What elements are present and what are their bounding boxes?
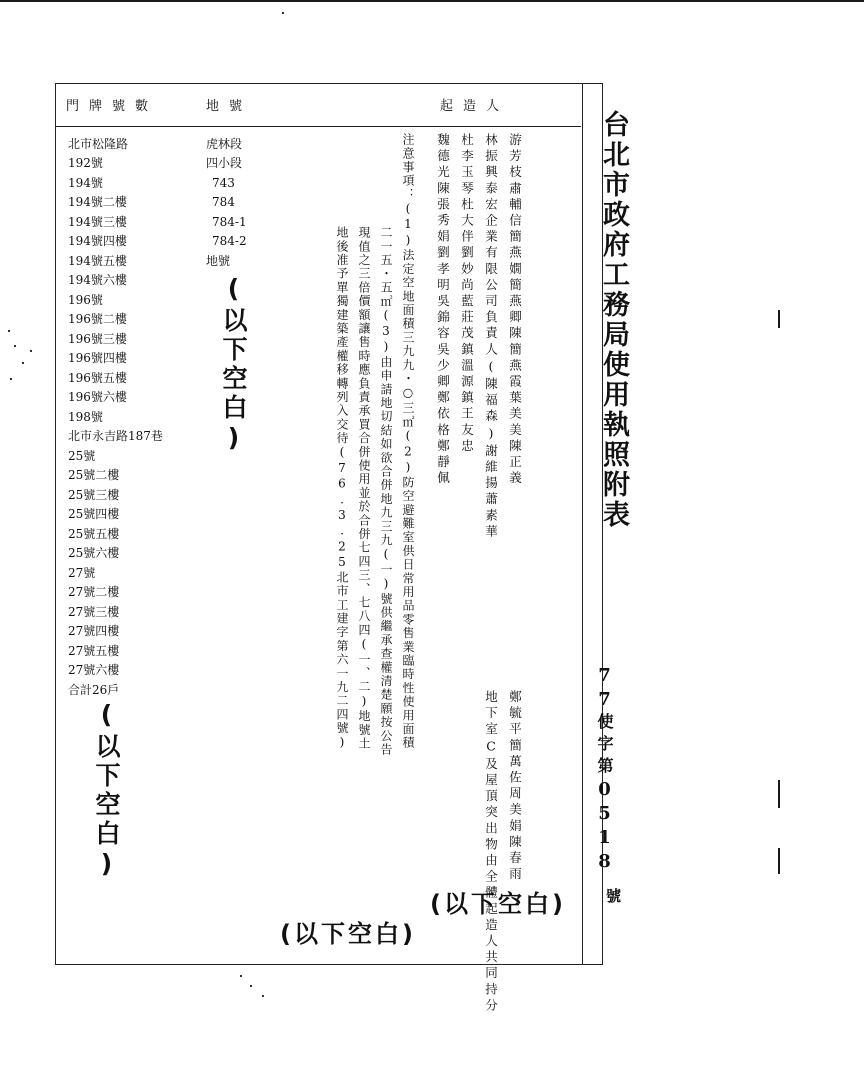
note-column: 注意事項：(1)法定空地面積三九九・○三㎡(2)防空避難室供日常用品零售業臨時性使用面積 [401, 133, 415, 750]
door-number-item: 25號六樓 [68, 546, 120, 560]
door-number-item: 27號四樓 [68, 624, 120, 638]
door-number-item: 196號三樓 [68, 332, 127, 346]
scan-mark [778, 310, 780, 328]
scan-speck [30, 350, 32, 352]
header-divider [56, 126, 581, 127]
land-number-item: 地號 [206, 254, 231, 268]
door-number-item: 194號五樓 [68, 254, 127, 268]
door-number-item: 27號二樓 [68, 585, 120, 599]
land-number-item: 743 [212, 176, 235, 190]
door-number-item: 25號四樓 [68, 507, 120, 521]
land-number-item: 784-2 [212, 234, 247, 248]
door-number-item: 合計26戶 [68, 683, 120, 697]
blank-mark-door: (以下空白) [92, 700, 121, 882]
door-number-item: 北市松隆路 [68, 137, 129, 151]
door-number-item: 194號四樓 [68, 234, 127, 248]
door-number-item: 194號三樓 [68, 215, 127, 229]
permit-label: 使字第 [595, 713, 614, 779]
door-number-item: 27號 [68, 566, 96, 580]
blank-mark-land: (以下空白) [219, 274, 248, 456]
applicant-column: 魏德光陳張秀娟劉孝明吳錦容吳少卿鄭依格鄭靜佩 [435, 133, 451, 488]
header-land-number: 地號 [206, 99, 253, 114]
door-number-item: 196號 [68, 293, 103, 307]
scan-speck [250, 985, 252, 987]
land-number-item: 784 [212, 195, 235, 209]
land-number-item: 784-1 [212, 215, 247, 229]
door-number-item: 北市永吉路187巷 [68, 429, 163, 443]
note-column: 二一五・五㎡(3)由申請地切結如欲合併地九三九(一)號供繼承查權清楚願按公告 [379, 226, 393, 757]
scan-mark [778, 848, 780, 874]
door-number-item: 27號三樓 [68, 605, 120, 619]
scan-speck [240, 975, 242, 977]
applicant-column: 游芳枝肅輔信簡燕嫺簡燕卿陳簡燕霞葉美美陳正義 [507, 133, 523, 488]
applicant-column: 杜李玉琴杜大伴劉妙尚藍莊茂鎮溫源鎮王友忠 [459, 133, 475, 455]
door-number-item: 194號 [68, 176, 103, 190]
land-number-item: 四小段 [206, 156, 243, 170]
land-number-item: 虎林段 [206, 137, 243, 151]
door-number-item: 25號三樓 [68, 488, 120, 502]
scan-edge-top [0, 0, 864, 2]
door-number-item: 196號四樓 [68, 351, 127, 365]
door-number-item: 192號 [68, 156, 103, 170]
note-column: 地後准予單獨建築產權移轉列入交待(76.3.25北市工建字第六一九二四號) [335, 226, 349, 751]
document-title: 台北市政府工務局使用執照附表 [598, 110, 629, 530]
header-door-number: 門牌號數 [66, 99, 159, 114]
title-divider [582, 83, 583, 965]
scan-speck [262, 995, 264, 997]
door-number-item: 196號六樓 [68, 390, 127, 404]
scan-speck [282, 12, 284, 14]
door-number-item: 25號五樓 [68, 527, 120, 541]
applicant-column: 林振興泰宏企業有限公司負責人(陳福森)謝維揚蕭素華 [483, 133, 499, 541]
door-number-item: 27號五樓 [68, 644, 120, 658]
permit-year: 77 [594, 665, 615, 713]
door-number-item: 25號二樓 [68, 468, 120, 482]
door-number-item: 194號六樓 [68, 273, 127, 287]
applicant-column: 地下室C及屋頂突出物由全體起造人共同持分 [483, 690, 499, 1015]
door-number-item: 196號五樓 [68, 371, 127, 385]
scan-mark [778, 780, 780, 808]
permit-number-value: 0518 [594, 779, 615, 875]
door-number-item: 196號二樓 [68, 312, 127, 326]
door-number-item: 194號二樓 [68, 195, 127, 209]
blank-mark-notes: (以下空白) [280, 920, 416, 948]
scan-speck [10, 378, 12, 380]
door-number-item: 25號 [68, 449, 96, 463]
door-number-item: 198號 [68, 410, 103, 424]
applicant-column: 鄭毓平簡萬佐周美娟陳春雨 [507, 690, 523, 884]
permit-number [593, 665, 616, 875]
permit-suffix: 號 [606, 887, 622, 905]
note-column: 現值之三倍價額讓售時應負責承買合併使用並於合併七四三、七八四(一、二)地號土 [357, 226, 371, 751]
scan-speck [8, 330, 10, 332]
door-number-item: 27號六樓 [68, 663, 120, 677]
header-applicant: 起造人 [440, 99, 510, 114]
scan-speck [22, 362, 24, 364]
scan-speck [14, 345, 16, 347]
blank-mark-applicants: (以下空白) [430, 890, 566, 918]
